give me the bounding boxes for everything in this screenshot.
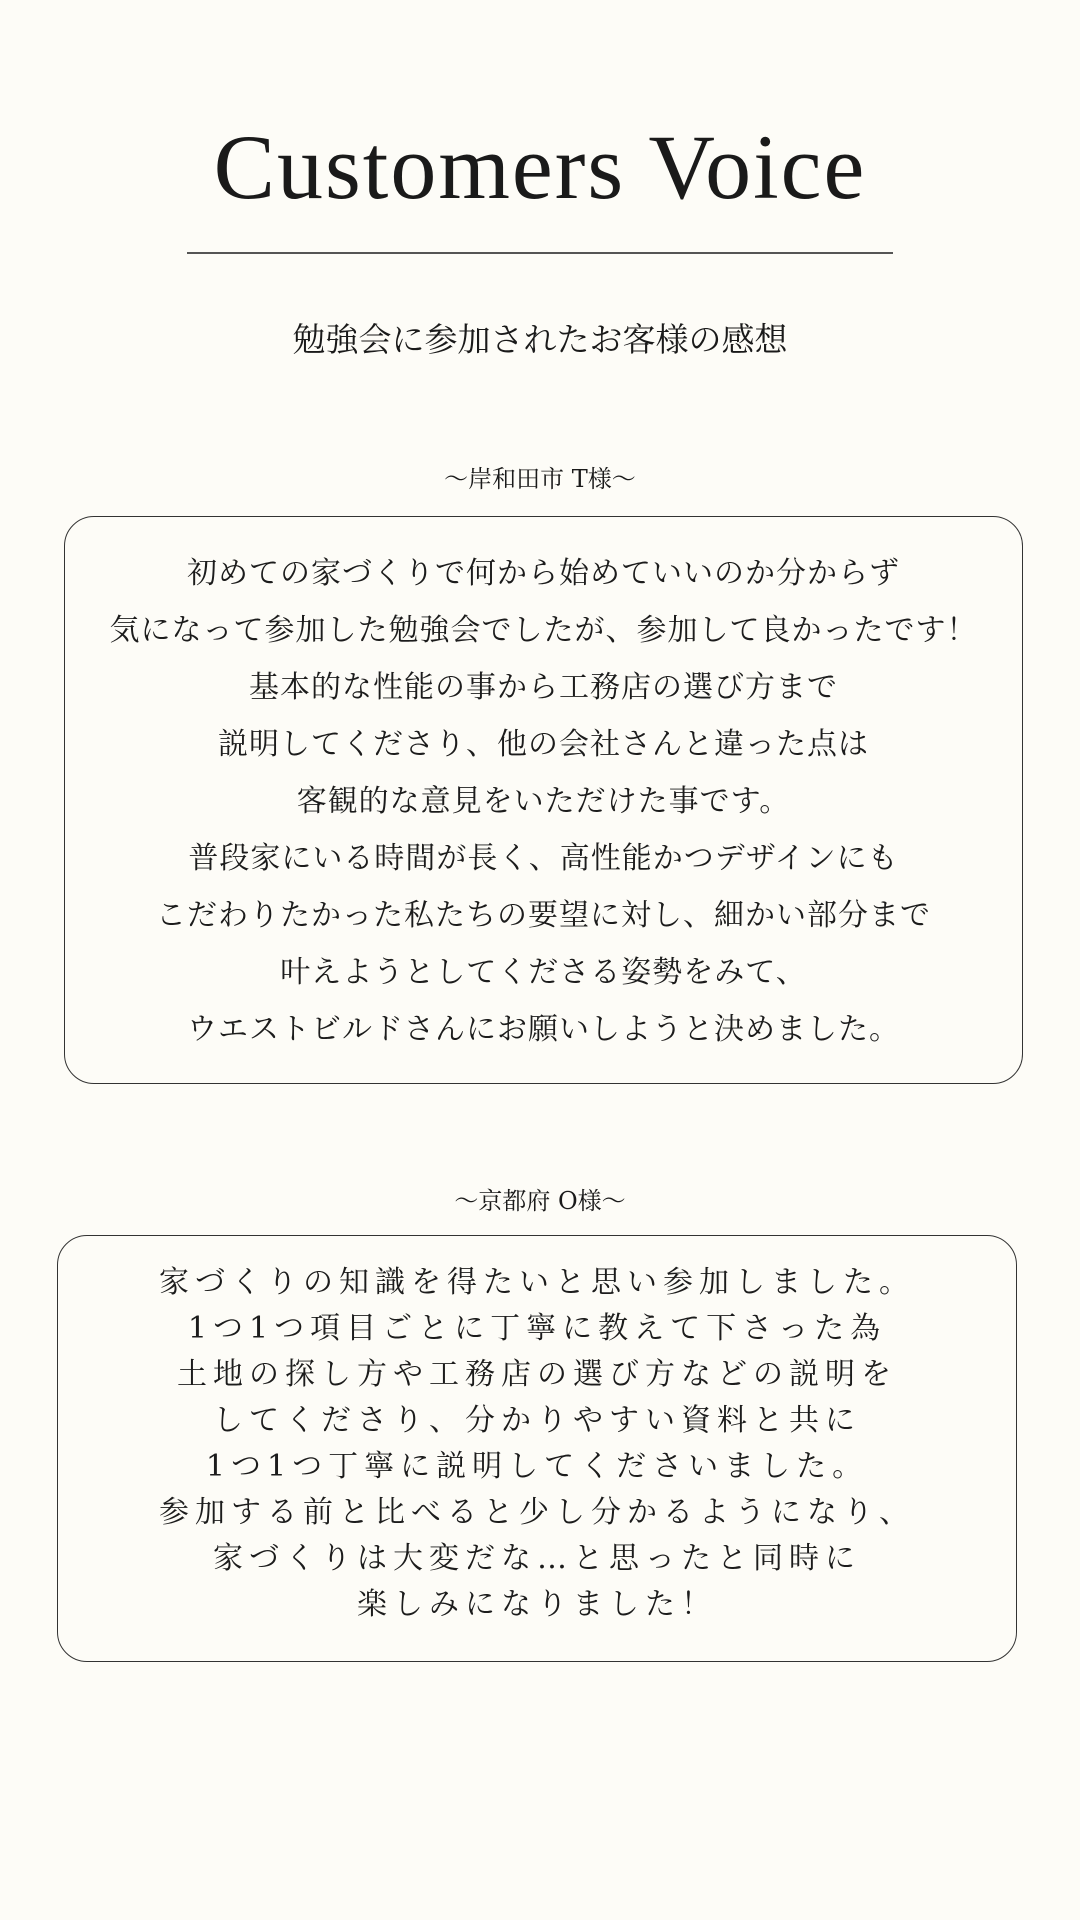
voice-card-1 (64, 516, 1023, 1084)
page-title: Customers Voice (213, 116, 867, 218)
voice-1-line: 普段家にいる時間が長く、高性能かつデザインにも (188, 841, 899, 876)
voice-1-line: こだわりたかった私たちの要望に対し、細かい部分まで (156, 898, 931, 933)
voice-2-line: 家づくりは大変だな…と思ったと同時に (213, 1541, 861, 1576)
title-divider (187, 252, 893, 254)
voice-1-line: 初めての家づくりで何から始めていいのか分からず (187, 556, 900, 591)
voice-1-line: 基本的な性能の事から工務店の選び方まで (249, 670, 838, 705)
voice-1-line: 叶えようとしてくださる姿勢をみて、 (280, 955, 807, 990)
voice-2-line: 参加する前と比べると少し分かるようになり、 (159, 1495, 915, 1530)
voice-1-line: 客観的な意見をいただけた事です。 (296, 784, 791, 819)
voice-2-line: 楽しみになりました！ (357, 1587, 717, 1622)
voice-2-line: 1つ1つ丁寧に説明してくださいました。 (205, 1449, 869, 1484)
voice-card-2 (57, 1235, 1017, 1662)
voice-1-label: ～岸和田市 T様～ (444, 465, 636, 493)
voice-2-line: してくださり、分かりやすい資料と共に (213, 1403, 861, 1438)
voice-2-line: 土地の探し方や工務店の選び方などの説明を (177, 1357, 897, 1392)
voice-1-line: 気になって参加した勉強会でしたが、参加して良かったです！ (109, 613, 978, 648)
page-subtitle: 勉強会に参加されたお客様の感想 (292, 320, 788, 359)
voice-2-line: 家づくりの知識を得たいと思い参加しました。 (159, 1265, 915, 1300)
voice-1-line: 説明してくださり、他の会社さんと違った点は (218, 727, 869, 762)
voice-2-line: 1つ1つ項目ごとに丁寧に教えて下さった為 (187, 1311, 887, 1346)
voice-2-label: ～京都府 O様～ (454, 1187, 626, 1215)
voice-1-line: ウエストビルドさんにお願いしようと決めました。 (187, 1012, 900, 1047)
